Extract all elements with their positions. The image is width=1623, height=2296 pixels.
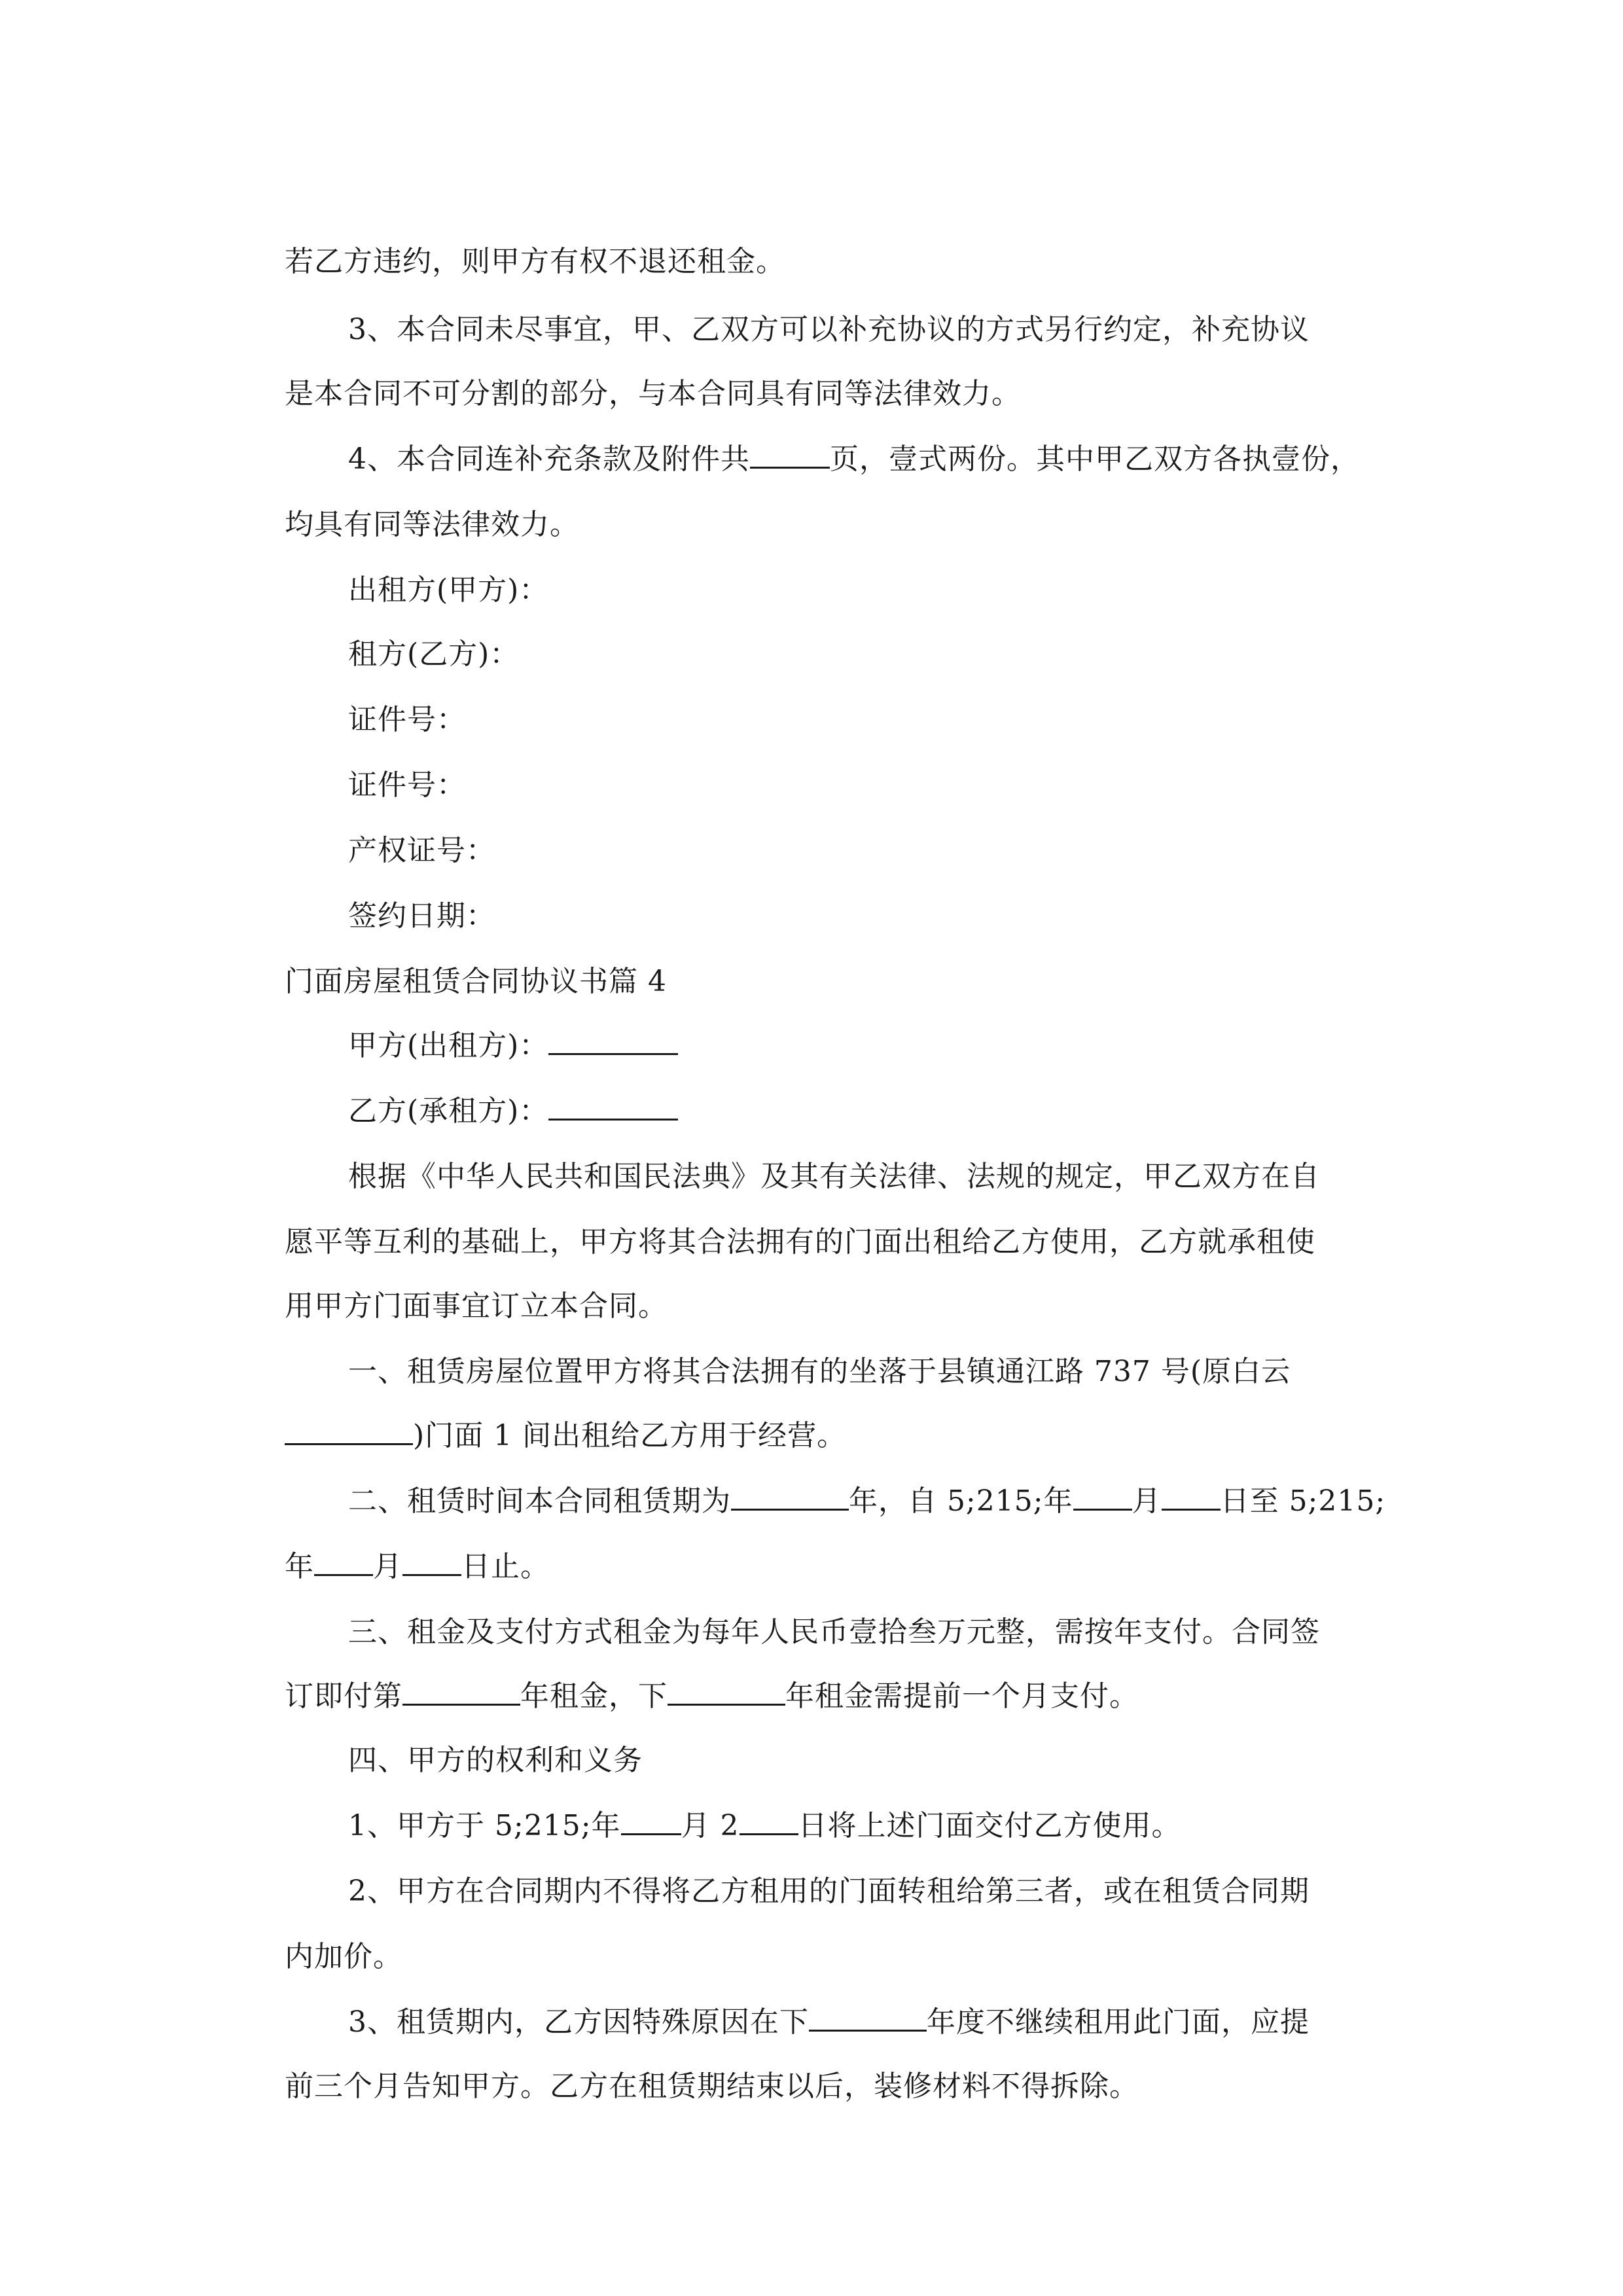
text-span: 根据《中华人民共和国民法典》及其有关法律、法规的规定，甲乙双方在自 — [348, 1160, 1320, 1193]
text-span: 签约日期： — [348, 899, 495, 933]
text-span: 甲方(出租方)： — [348, 1029, 549, 1062]
fill-in-blank[interactable] — [1073, 1484, 1132, 1511]
text-span: 均具有同等法律效力。 — [284, 508, 579, 541]
fill-in-blank[interactable] — [740, 1808, 798, 1835]
fill-in-blank[interactable] — [621, 1808, 681, 1835]
text-span: 年，自 5;215;年 — [848, 1484, 1073, 1518]
text-span: 三、租金及支付方式租金为每年人民币壹拾叁万元整，需按年支付。合同签 — [348, 1615, 1320, 1649]
text-span: 日至 5;215; — [1220, 1484, 1386, 1518]
text-span: 3、本合同未尽事宜，甲、乙双方可以补充协议的方式另行约定，补充协议 — [348, 313, 1310, 346]
text-span: 年 — [284, 1550, 314, 1583]
text-span: )门面 1 间出租给乙方用于经营。 — [412, 1419, 847, 1452]
text-span: 出租方(甲方)： — [348, 573, 549, 607]
fill-in-blank[interactable] — [402, 1549, 461, 1576]
text-span: 若乙方违约，则甲方有权不退还租金。 — [284, 245, 785, 278]
text-span: 一、租赁房屋位置甲方将其合法拥有的坐落于县镇通江路 737 号(原白云 — [348, 1355, 1291, 1388]
text-span: 租方(乙方)： — [348, 637, 520, 671]
text-span: 前三个月告知甲方。乙方在租赁期结束以后，装修材料不得拆除。 — [284, 2070, 1139, 2103]
text-span: 3、租赁期内，乙方因特殊原因在下 — [348, 2005, 809, 2039]
text-span: 2、甲方在合同期内不得将乙方租用的门面转租给第三者，或在租赁合同期 — [348, 1874, 1310, 1908]
text-span: 日将上述门面交付乙方使用。 — [798, 1809, 1181, 1842]
fill-in-blank[interactable] — [548, 1094, 678, 1121]
fill-in-blank[interactable] — [1162, 1484, 1221, 1511]
text-span: 4、本合同连补充条款及附件共 — [348, 442, 750, 476]
text-span: 是本合同不可分割的部分，与本合同具有同等法律效力。 — [284, 377, 1021, 410]
text-span: 年度不继续租用此门面，应提 — [926, 2005, 1310, 2039]
clause-line — [309, 1833, 1310, 1950]
text-span: 月 2 — [681, 1809, 740, 1842]
text-line — [245, 2028, 1139, 2145]
text-span: 用甲方门面事宜订立本合同。 — [284, 1289, 668, 1323]
text-span: 证件号： — [348, 703, 466, 736]
text-span: 门面房屋租赁合同协议书篇 4 — [284, 965, 667, 998]
text-span: 1、甲方于 5;215;年 — [348, 1809, 621, 1842]
text-span: 月 — [1132, 1484, 1162, 1518]
fill-in-blank[interactable] — [548, 1028, 678, 1055]
fill-in-blank[interactable] — [285, 1418, 413, 1445]
text-span: 页，壹式两份。其中甲乙双方各执壹份， — [829, 442, 1360, 476]
fill-in-blank[interactable] — [731, 1484, 849, 1511]
text-span: 四、甲方的权利和义务 — [348, 1744, 643, 1777]
text-span: 订即付第 — [284, 1679, 402, 1713]
fill-in-blank[interactable] — [314, 1549, 373, 1576]
text-span: 月 — [372, 1550, 402, 1583]
text-span: 产权证号： — [348, 834, 495, 867]
text-span: 证件号： — [348, 768, 466, 802]
text-span: 二、租赁时间本合同租赁期为 — [348, 1484, 731, 1518]
text-span: 年租金，下 — [520, 1679, 668, 1713]
fill-in-blank[interactable] — [750, 442, 830, 469]
fill-in-blank[interactable] — [668, 1679, 785, 1706]
text-span: 愿平等互利的基础上，甲方将其合法拥有的门面出租给乙方使用，乙方就承租使 — [284, 1225, 1315, 1259]
text-span: 乙方(承租方)： — [348, 1094, 549, 1128]
text-span: 日止。 — [461, 1550, 550, 1583]
text-span: 年租金需提前一个月支付。 — [785, 1679, 1139, 1713]
text-span: 内加价。 — [284, 1940, 402, 1973]
